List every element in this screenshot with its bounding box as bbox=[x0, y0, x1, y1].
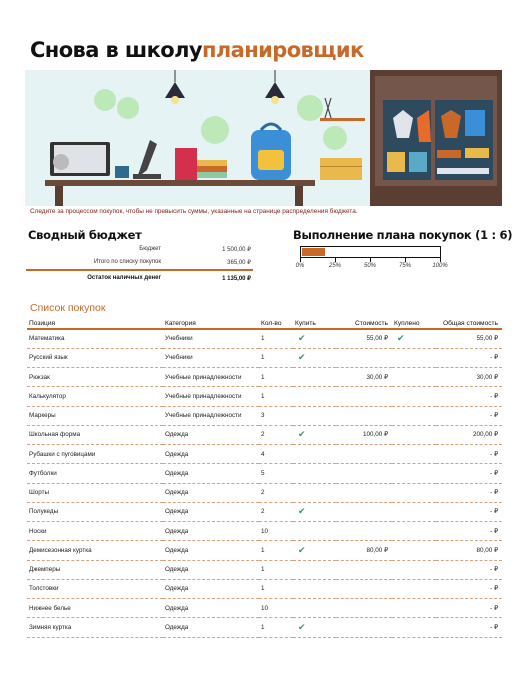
item-cell: Джемперы bbox=[27, 560, 163, 579]
checkmark-icon: ✔ bbox=[298, 352, 306, 363]
bought-cell[interactable] bbox=[392, 483, 436, 502]
cash-remaining-label: Остаток наличных денег bbox=[87, 275, 161, 281]
page-subtitle: Следите за процессом покупок, чтобы не превысить суммы, указанные на странице распределения бюджета. bbox=[30, 208, 358, 215]
qty-cell: 1 bbox=[259, 560, 293, 579]
cost-cell bbox=[336, 348, 392, 367]
cost-cell bbox=[336, 483, 392, 502]
buy-cell[interactable] bbox=[293, 618, 336, 637]
cost-cell bbox=[336, 502, 392, 521]
progress-tick bbox=[405, 258, 406, 262]
checkmark-icon: ✔ bbox=[298, 333, 306, 344]
bought-cell[interactable] bbox=[392, 406, 436, 425]
qty-cell: 1 bbox=[259, 368, 293, 387]
table-row[interactable] bbox=[27, 522, 502, 541]
category-cell: Учебные принадлежности bbox=[163, 406, 259, 425]
buy-cell[interactable] bbox=[293, 425, 336, 444]
shopping-total-value: 365,00 ₽ bbox=[227, 260, 251, 266]
bought-cell[interactable] bbox=[392, 560, 436, 579]
bought-cell[interactable] bbox=[392, 464, 436, 483]
buy-cell[interactable] bbox=[293, 579, 336, 598]
item-cell: Маркеры bbox=[27, 406, 163, 425]
table-row[interactable] bbox=[27, 483, 502, 502]
page-title bbox=[30, 38, 364, 68]
qty-cell: 1 bbox=[259, 329, 293, 348]
table-row[interactable] bbox=[27, 348, 502, 367]
buy-cell[interactable] bbox=[293, 541, 336, 560]
category-cell: Одежда bbox=[163, 483, 259, 502]
qty-cell: 5 bbox=[259, 464, 293, 483]
title-part2: планировщик bbox=[201, 38, 364, 62]
column-header-item: Позиция bbox=[27, 319, 163, 329]
total-cell: - ₽ bbox=[436, 579, 502, 598]
category-cell: Одежда bbox=[163, 464, 259, 483]
cost-cell bbox=[336, 618, 392, 637]
progress-title: Выполнение плана покупок (1 : 6) bbox=[293, 228, 513, 242]
bought-cell[interactable] bbox=[392, 522, 436, 541]
progress-tick bbox=[335, 258, 336, 262]
category-cell: Одежда bbox=[163, 522, 259, 541]
cost-cell bbox=[336, 599, 392, 618]
table-row[interactable] bbox=[27, 464, 502, 483]
checkmark-icon: ✔ bbox=[298, 544, 306, 555]
qty-cell: 1 bbox=[259, 541, 293, 560]
cost-cell bbox=[336, 387, 392, 406]
category-cell: Одежда bbox=[163, 560, 259, 579]
table-row[interactable] bbox=[27, 425, 502, 444]
checkmark-icon: ✔ bbox=[397, 333, 405, 344]
column-header-category: Категория bbox=[163, 319, 259, 329]
budget-summary bbox=[26, 244, 253, 290]
buy-cell[interactable] bbox=[293, 348, 336, 367]
title-part1: Снова в школу bbox=[30, 38, 202, 62]
progress-fill bbox=[302, 248, 325, 256]
qty-cell: 2 bbox=[259, 483, 293, 502]
table-row[interactable] bbox=[27, 560, 502, 579]
progress-tick bbox=[440, 258, 441, 262]
item-cell: Толстовки bbox=[27, 579, 163, 598]
progress-tick-label: 25% bbox=[328, 263, 342, 269]
buy-cell[interactable] bbox=[293, 329, 336, 348]
category-cell: Одежда bbox=[163, 599, 259, 618]
bought-cell[interactable] bbox=[392, 541, 436, 560]
item-cell: Демисезонная куртка bbox=[27, 541, 163, 560]
category-cell: Одежда bbox=[163, 445, 259, 464]
qty-cell: 2 bbox=[259, 502, 293, 521]
budget-label: Бюджет bbox=[139, 246, 161, 252]
table-row[interactable] bbox=[27, 387, 502, 406]
checkmark-icon: ✔ bbox=[298, 429, 306, 440]
table-row[interactable] bbox=[27, 329, 502, 348]
item-cell: Русский язык bbox=[27, 348, 163, 367]
buy-cell[interactable] bbox=[293, 502, 336, 521]
total-cell: - ₽ bbox=[436, 445, 502, 464]
category-cell: Одежда bbox=[163, 541, 259, 560]
buy-cell[interactable] bbox=[293, 599, 336, 618]
buy-cell[interactable] bbox=[293, 560, 336, 579]
table-row[interactable] bbox=[27, 618, 502, 637]
total-cell: - ₽ bbox=[436, 522, 502, 541]
total-cell: 200,00 ₽ bbox=[436, 425, 502, 444]
budget-summary-title: Сводный бюджет bbox=[28, 228, 142, 242]
shopping-list-table bbox=[27, 319, 502, 638]
bought-cell[interactable] bbox=[392, 599, 436, 618]
qty-cell: 1 bbox=[259, 387, 293, 406]
table-row[interactable] bbox=[27, 368, 502, 387]
shopping-list-title: Список покупок bbox=[30, 302, 106, 314]
checkmark-icon: ✔ bbox=[298, 621, 306, 632]
progress-tick-label: 100% bbox=[432, 263, 448, 269]
total-cell: - ₽ bbox=[436, 348, 502, 367]
total-cell: - ₽ bbox=[436, 483, 502, 502]
total-cell: - ₽ bbox=[436, 560, 502, 579]
bought-cell[interactable] bbox=[392, 445, 436, 464]
item-cell: Полукеды bbox=[27, 502, 163, 521]
item-cell: Школьная форма bbox=[27, 425, 163, 444]
column-header-total: Общая стоимость bbox=[436, 319, 502, 329]
buy-cell[interactable] bbox=[293, 464, 336, 483]
bought-cell[interactable] bbox=[392, 329, 436, 348]
cost-cell bbox=[336, 464, 392, 483]
buy-cell[interactable] bbox=[293, 522, 336, 541]
bought-cell[interactable] bbox=[392, 368, 436, 387]
total-cell: - ₽ bbox=[436, 599, 502, 618]
item-cell: Футболки bbox=[27, 464, 163, 483]
budget-row bbox=[26, 244, 253, 258]
category-cell: Учебные принадлежности bbox=[163, 368, 259, 387]
item-cell: Рюкзак bbox=[27, 368, 163, 387]
qty-cell: 2 bbox=[259, 425, 293, 444]
qty-cell: 1 bbox=[259, 579, 293, 598]
qty-cell: 10 bbox=[259, 522, 293, 541]
buy-cell[interactable] bbox=[293, 483, 336, 502]
cost-cell bbox=[336, 560, 392, 579]
table-row[interactable] bbox=[27, 445, 502, 464]
total-cell: - ₽ bbox=[436, 464, 502, 483]
cost-cell bbox=[336, 445, 392, 464]
item-cell: Шорты bbox=[27, 483, 163, 502]
progress-tick-label: 50% bbox=[363, 263, 377, 269]
buy-cell[interactable] bbox=[293, 387, 336, 406]
total-cell: 80,00 ₽ bbox=[436, 541, 502, 560]
shopping-total-row bbox=[26, 257, 253, 271]
progress-tick-label: 0% bbox=[295, 263, 305, 269]
cost-cell: 80,00 ₽ bbox=[336, 541, 392, 560]
qty-cell: 1 bbox=[259, 348, 293, 367]
bought-cell[interactable] bbox=[392, 618, 436, 637]
category-cell: Учебники bbox=[163, 329, 259, 348]
bought-cell[interactable] bbox=[392, 387, 436, 406]
bought-cell[interactable] bbox=[392, 579, 436, 598]
total-cell: 30,00 ₽ bbox=[436, 368, 502, 387]
header-illustration bbox=[25, 70, 502, 206]
cost-cell: 55,00 ₽ bbox=[336, 329, 392, 348]
cash-remaining-value: 1 135,00 ₽ bbox=[222, 276, 251, 282]
progress-tick bbox=[300, 258, 301, 262]
qty-cell: 3 bbox=[259, 406, 293, 425]
column-header-qty: Кол-во bbox=[259, 319, 293, 329]
progress-tick-label: 75% bbox=[398, 263, 412, 269]
progress-tick bbox=[370, 258, 371, 262]
cost-cell bbox=[336, 579, 392, 598]
shopping-total-label: Итого по списку покупок bbox=[93, 259, 161, 265]
table-row[interactable] bbox=[27, 502, 502, 521]
checkmark-icon: ✔ bbox=[298, 506, 306, 517]
item-cell: Калькулятор bbox=[27, 387, 163, 406]
category-cell: Одежда bbox=[163, 425, 259, 444]
total-cell: - ₽ bbox=[436, 618, 502, 637]
column-header-cost: Стоимость bbox=[336, 319, 392, 329]
category-cell: Одежда bbox=[163, 579, 259, 598]
qty-cell: 4 bbox=[259, 445, 293, 464]
category-cell: Одежда bbox=[163, 502, 259, 521]
item-cell: Рубашки с пуговицами bbox=[27, 445, 163, 464]
table-row[interactable] bbox=[27, 541, 502, 560]
qty-cell: 1 bbox=[259, 618, 293, 637]
category-cell: Одежда bbox=[163, 618, 259, 637]
table-header-row bbox=[27, 319, 502, 329]
cost-cell: 30,00 ₽ bbox=[336, 368, 392, 387]
bought-cell[interactable] bbox=[392, 502, 436, 521]
item-cell: Нижнее белье bbox=[27, 599, 163, 618]
category-cell: Учебники bbox=[163, 348, 259, 367]
buy-cell[interactable] bbox=[293, 368, 336, 387]
bought-cell[interactable] bbox=[392, 348, 436, 367]
item-cell: Математика bbox=[27, 329, 163, 348]
table-row[interactable] bbox=[27, 599, 502, 618]
buy-cell[interactable] bbox=[293, 406, 336, 425]
total-cell: - ₽ bbox=[436, 387, 502, 406]
budget-value: 1 500,00 ₽ bbox=[222, 247, 251, 253]
table-row[interactable] bbox=[27, 406, 502, 425]
total-cell: 55,00 ₽ bbox=[436, 329, 502, 348]
purchase-progress-bar bbox=[300, 246, 441, 258]
bought-cell[interactable] bbox=[392, 425, 436, 444]
cash-remaining-row bbox=[26, 273, 253, 287]
total-cell: - ₽ bbox=[436, 502, 502, 521]
cost-cell: 100,00 ₽ bbox=[336, 425, 392, 444]
table-row[interactable] bbox=[27, 579, 502, 598]
cost-cell bbox=[336, 522, 392, 541]
item-cell: Носки bbox=[27, 522, 163, 541]
column-header-bought: Куплено bbox=[392, 319, 436, 329]
column-header-buy: Купить bbox=[293, 319, 336, 329]
item-cell: Зимняя куртка bbox=[27, 618, 163, 637]
category-cell: Учебные принадлежности bbox=[163, 387, 259, 406]
cost-cell bbox=[336, 406, 392, 425]
buy-cell[interactable] bbox=[293, 445, 336, 464]
total-cell: - ₽ bbox=[436, 406, 502, 425]
qty-cell: 10 bbox=[259, 599, 293, 618]
